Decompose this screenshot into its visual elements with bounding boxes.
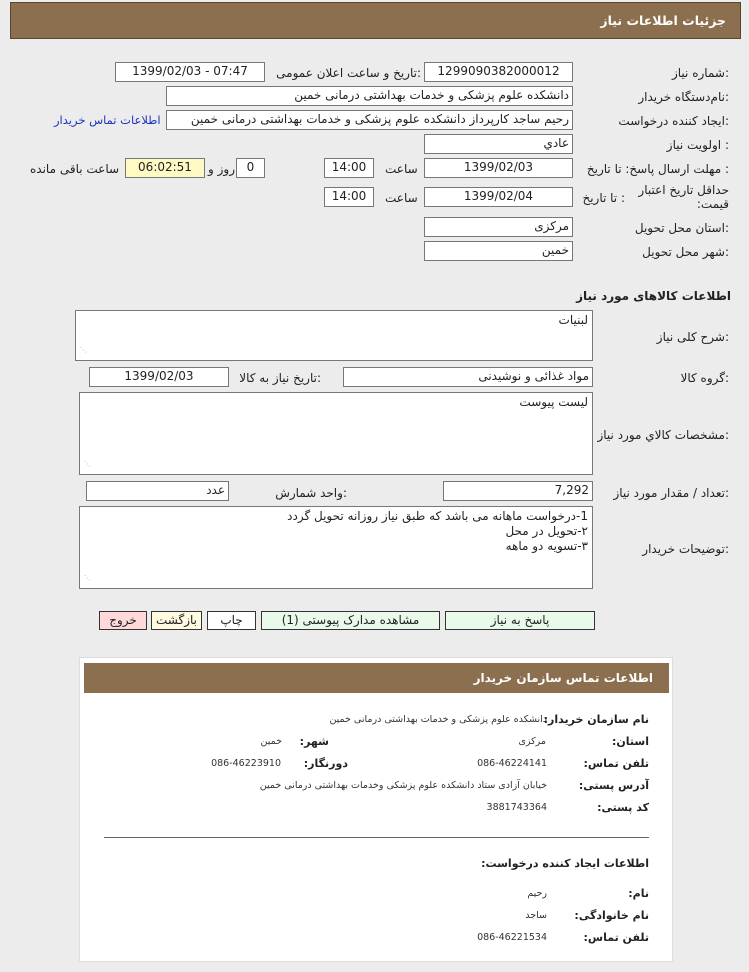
- buyer-notes-label: توضیحات خریدار:: [642, 542, 729, 556]
- specs-text: لیست پیوست: [519, 395, 588, 409]
- goods-group-field[interactable]: مواد غذائی و نوشیدنی: [343, 367, 593, 387]
- priority-field[interactable]: عادي: [424, 134, 573, 154]
- specs-label: مشخصات کالاي مورد نیاز:: [597, 428, 729, 442]
- address-label: آدرس پستی:: [578, 779, 649, 792]
- resize-grip-icon[interactable]: ⋰: [84, 460, 91, 468]
- province-label: استان محل تحویل:: [634, 221, 729, 235]
- creator-phone-value: 086-46221534: [477, 932, 547, 943]
- reply-button[interactable]: پاسخ به نیاز: [445, 611, 595, 630]
- city-label: شهر محل تحویل:: [642, 245, 729, 259]
- contact-card-title: اطلاعات تماس سازمان خریدار: [473, 671, 653, 685]
- city-contact-value: خمین: [260, 736, 282, 747]
- price-validity-time-label: ساعت: [385, 191, 418, 205]
- creator-section-title: اطلاعات ایجاد کننده درخواست:: [481, 857, 649, 870]
- requester-field[interactable]: رحیم ساجد کارپرداز دانشکده علوم پزشکی و خدمات بهداشتی درمانی خمین: [166, 110, 573, 130]
- need-date-field[interactable]: 1399/02/03: [89, 367, 229, 387]
- remaining-label: ساعت باقی مانده: [30, 162, 120, 176]
- resize-grip-icon[interactable]: ⋰: [80, 346, 87, 354]
- page-header: [10, 2, 741, 39]
- need-date-label: تاریخ نیاز به کالا:: [239, 371, 321, 385]
- goods-group-label: گروه کالا:: [680, 371, 729, 385]
- qty-label: تعداد / مقدار مورد نیاز:: [613, 486, 729, 500]
- priority-label: اولویت نیاز :: [666, 138, 729, 152]
- back-button[interactable]: بازگشت: [151, 611, 202, 630]
- buyer-org-field[interactable]: دانشکده علوم پزشکی و خدمات بهداشتی درمانی خمین: [166, 86, 573, 106]
- creator-family-value: ساجد: [525, 910, 547, 921]
- buyer-notes-line: 1-درخواست ماهانه می باشد که طبق نیاز روزانه تحویل گردد: [287, 509, 588, 523]
- price-validity-label: حداقل تاریخ اعتبار قیمت:: [638, 183, 729, 211]
- creator-phone-label: تلفن تماس:: [583, 931, 649, 944]
- buyer-notes-line: ۳-تسویه دو ماهه: [505, 539, 588, 553]
- phone-value: 086-46224141: [477, 758, 547, 769]
- goods-section-title: اطلاعات کالاهای مورد نیاز: [576, 289, 731, 303]
- unit-label: واحد شمارش:: [275, 486, 347, 500]
- creator-name-label: نام:: [628, 887, 649, 900]
- postal-code-value: 3881743364: [486, 802, 547, 813]
- price-validity-to-label: تا تاریخ :: [582, 191, 625, 205]
- city-field[interactable]: خمین: [424, 241, 573, 261]
- contact-card-header: [84, 663, 669, 693]
- price-validity-date[interactable]: 1399/02/04: [424, 187, 573, 207]
- general-desc-textarea[interactable]: [75, 310, 593, 361]
- announce-label: تاریخ و ساعت اعلان عمومی:: [276, 66, 421, 80]
- qty-field[interactable]: 7,292: [443, 481, 593, 501]
- buyer-notes-line: ۲-تحویل در محل: [505, 524, 588, 538]
- price-validity-time[interactable]: 14:00: [324, 187, 374, 207]
- buyer-contact-link[interactable]: اطلاعات تماس خریدار: [54, 113, 161, 127]
- buyer-org-label: نام‌دستگاه خریدار:: [638, 90, 729, 104]
- postal-code-label: کد پستی:: [597, 801, 649, 814]
- phone-label: تلفن تماس:: [583, 757, 649, 770]
- unit-field[interactable]: عدد: [86, 481, 229, 501]
- announce-field[interactable]: 1399/02/03 - 07:47: [115, 62, 265, 82]
- requester-label: ایجاد کننده درخواست:: [618, 114, 729, 128]
- view-attachments-button[interactable]: مشاهده مدارک پیوستی (1): [261, 611, 440, 630]
- exit-button[interactable]: خروج: [99, 611, 147, 630]
- send-deadline-label: مهلت ارسال پاسخ: تا تاریخ :: [586, 162, 729, 176]
- contact-divider: [104, 837, 649, 838]
- send-deadline-time[interactable]: 14:00: [324, 158, 374, 178]
- creator-family-label: نام خانوادگی:: [574, 909, 649, 922]
- org-name-label: نام سازمان خریدار:: [543, 713, 649, 726]
- days-label: روز و: [208, 162, 235, 176]
- province-contact-value: مرکزی: [518, 736, 546, 747]
- fax-value: 086-46223910: [211, 758, 281, 769]
- days-field[interactable]: 0: [236, 158, 265, 178]
- buyer-notes-textarea[interactable]: [79, 506, 593, 589]
- send-deadline-time-label: ساعت: [385, 162, 418, 176]
- province-contact-label: استان:: [612, 735, 649, 748]
- resize-grip-icon[interactable]: ⋰: [84, 574, 91, 582]
- province-field[interactable]: مرکزی: [424, 217, 573, 237]
- need-number-label: شماره نیاز:: [671, 66, 729, 80]
- specs-textarea[interactable]: [79, 392, 593, 475]
- creator-name-value: رحیم: [527, 888, 547, 899]
- address-value: خیابان آزادی ستاد دانشکده علوم پزشکی وخدمات بهداشتی درمانی خمین: [259, 780, 547, 791]
- general-desc-text: لبنیات: [558, 313, 588, 327]
- send-deadline-date[interactable]: 1399/02/03: [424, 158, 573, 178]
- remaining-time-field: 06:02:51: [125, 158, 205, 178]
- page-title: جزئیات اطلاعات نیاز: [600, 13, 726, 28]
- org-name-value: دانشکده علوم پزشکی و خدمات بهداشتی درمانی خمین: [329, 714, 547, 725]
- general-desc-label: شرح کلی نیاز:: [656, 330, 729, 344]
- city-contact-label: شهر:: [299, 735, 329, 748]
- fax-label: دورنگار:: [303, 757, 348, 770]
- need-number-field[interactable]: 1299090382000012: [424, 62, 573, 82]
- print-button[interactable]: چاپ: [207, 611, 256, 630]
